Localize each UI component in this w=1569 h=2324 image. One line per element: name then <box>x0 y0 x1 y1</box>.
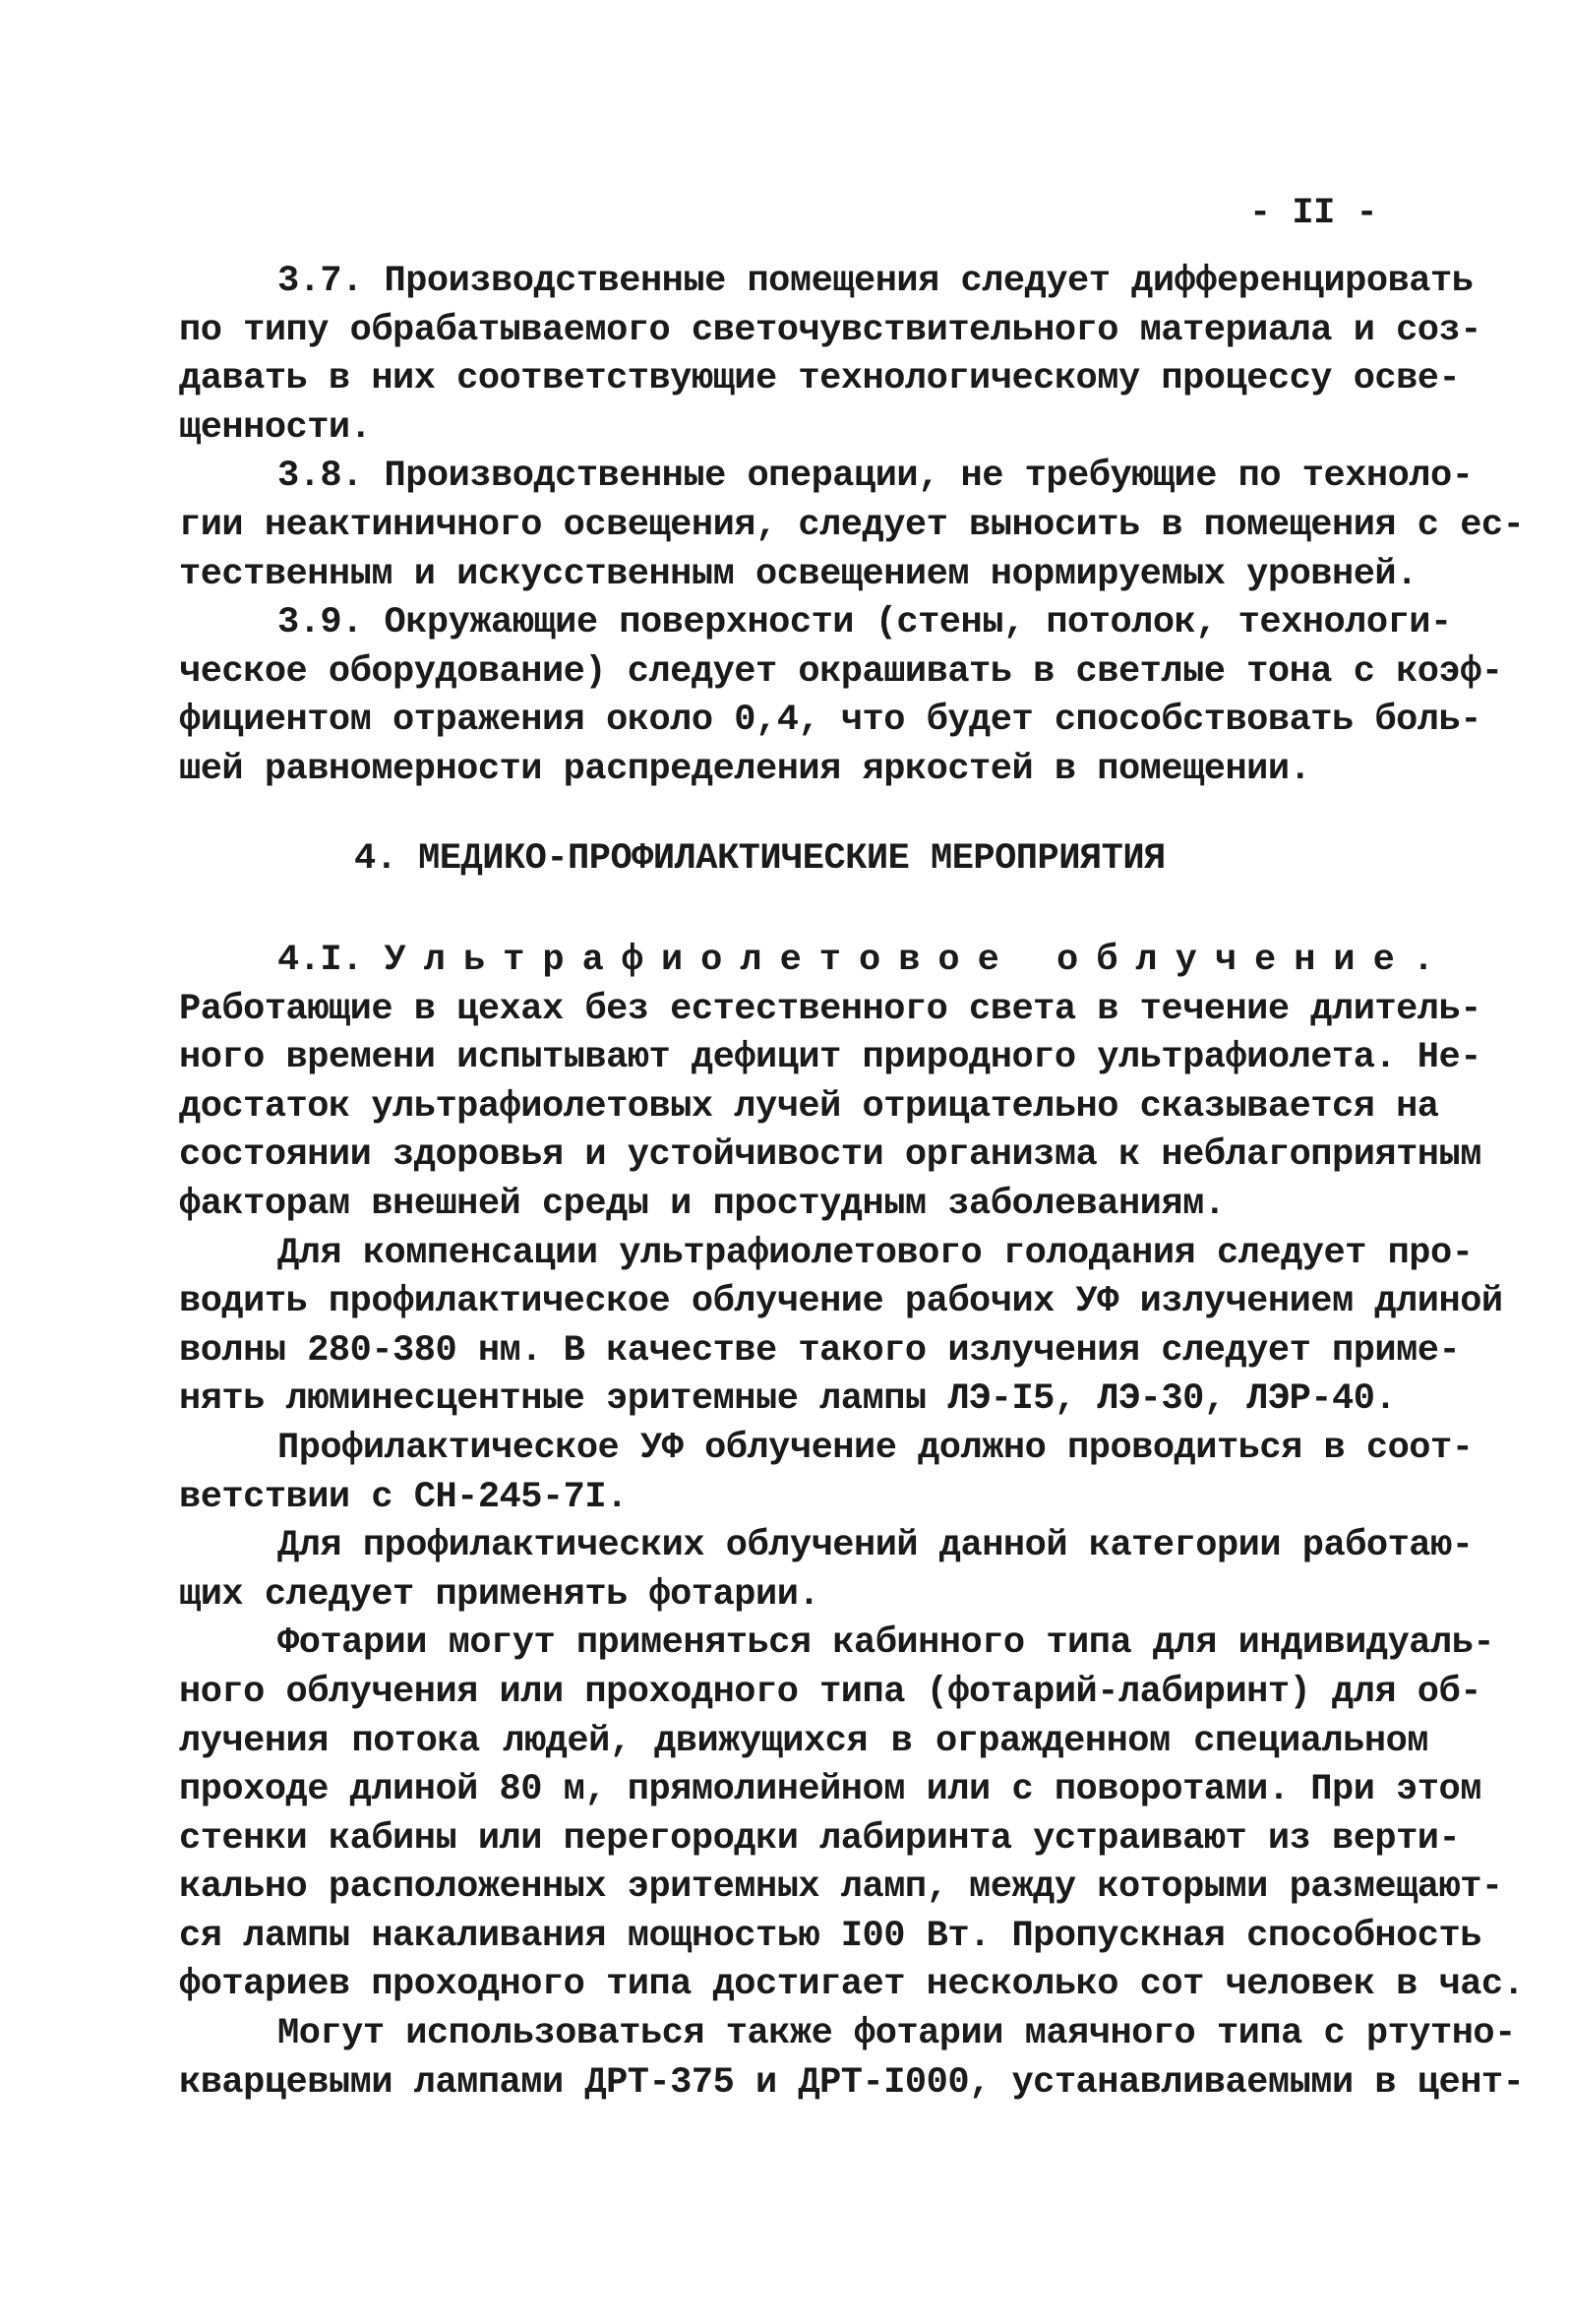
text-line: состоянии здоровья и устойчивости организма к неблагоприятным <box>179 1134 1481 1177</box>
subsection-number: 4.I. <box>277 940 363 981</box>
text-line: шей равномерности распределения яркостей в помещении. <box>179 748 1311 790</box>
text-line: водить профилактическое облучение рабочих УФ излучением длиной <box>179 1281 1503 1323</box>
section-heading: 4. МЕДИКО-ПРОФИЛАКТИЧЕСКИЕ МЕРОПРИЯТИЯ <box>354 838 1166 880</box>
text-line: фотариев проходного типа достигает несколько сот человек в час. <box>179 1964 1525 2006</box>
page-number-text: - II - <box>1249 193 1378 234</box>
section-4-paragraphs <box>179 937 1525 2108</box>
section-3-paragraphs <box>179 258 1525 795</box>
text-line: Работающие в цехах без естественного света в течение длитель- <box>179 988 1481 1030</box>
text-line: факторам внешней среды и простудным заболеваниям. <box>179 1183 1226 1225</box>
text-line: стенки кабины или перегородки лабиринта устраивают из верти- <box>179 1817 1461 1860</box>
page-number <box>0 193 1397 234</box>
subsection-heading <box>179 937 1453 986</box>
text-line: Для профилактических облучений данной категории работаю- <box>277 1525 1474 1567</box>
text-line: достаток ультрафиолетовых лучей отрицательно сказывается на <box>179 1085 1439 1128</box>
text-line: проходе длиной 80 м, прямолинейном или с поворотами. При этом <box>179 1769 1481 1811</box>
text-line: кварцевыми лампами ДРТ-375 и ДРТ-I000, устанавливаемыми в цент- <box>179 2061 1525 2104</box>
text-line: 3.7. Производственные помещения следует дифференцировать <box>277 261 1474 302</box>
text-line: кально расположенных эритемных ламп, между которыми размещают- <box>179 1866 1503 1909</box>
text-line: волны 280-380 нм. В качестве такого излучения следует приме- <box>179 1329 1461 1372</box>
text-line: Профилактическое УФ облучение должно проводиться в соот- <box>277 1427 1474 1469</box>
subsection-title: Ультрафиолетовое облучение. <box>384 940 1453 981</box>
text-line: нять люминесцентные эритемные лампы ЛЭ-I5, ЛЭ-30, ЛЭР-40. <box>179 1378 1397 1421</box>
text-line: лучения потока людей, движущихся в огражденном специальном <box>179 1720 1428 1762</box>
text-line: по типу обрабатываемого светочувствительного материала и соз- <box>179 309 1481 351</box>
text-line: тественным и искусственным освещением нормируемых уровней. <box>179 553 1418 595</box>
text-line: Фотарии могут применяться кабинного типа для индивидуаль- <box>277 1622 1495 1665</box>
text-line: 3.8. Производственные операции, не требующие по техноло- <box>277 456 1474 498</box>
text-line: Могут использоваться также фотарии маячного типа с ртутно- <box>277 2013 1516 2055</box>
text-line: ного времени испытывают дефицит природного ультрафиолета. Не- <box>179 1037 1481 1079</box>
text-line: ческое оборудование) следует окрашивать в светлые тона с коэф- <box>179 650 1503 693</box>
text-line: ного облучения или проходного типа (фотарий-лабиринт) для об- <box>179 1671 1481 1713</box>
text-line: щенности. <box>179 406 372 449</box>
text-line: фициентом отражения около 0,4, что будет способствовать боль- <box>179 700 1481 742</box>
text-line: давать в них соответствующие технологическому процессу осве- <box>179 358 1461 400</box>
text-line: ветствии с СН-245-7I. <box>179 1476 628 1518</box>
text-line: 3.9. Окружающие поверхности (стены, потолок, технологи- <box>277 602 1452 644</box>
text-line: Для компенсации ультрафиолетового голодания следует про- <box>277 1232 1474 1274</box>
text-line: гии неактиничного освещения, следует выносить в помещения с ес- <box>179 504 1525 546</box>
text-line: щих следует применять фотарии. <box>179 1573 820 1616</box>
text-line: ся лампы накаливания мощностью I00 Вт. Пропускная способность <box>179 1915 1481 1957</box>
